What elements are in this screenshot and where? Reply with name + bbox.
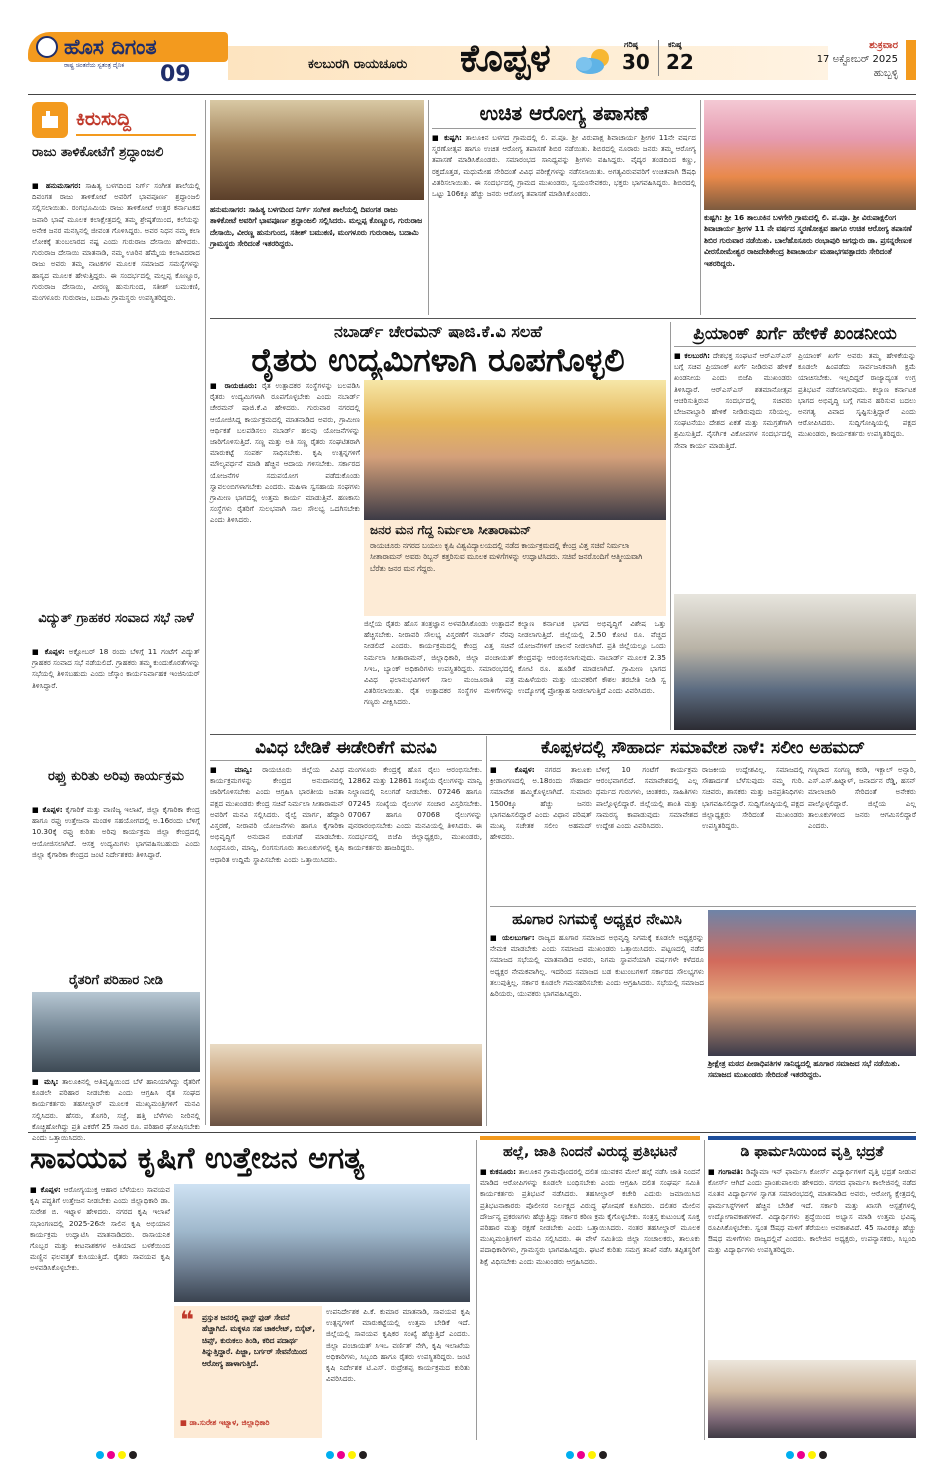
hogar-headline: ಹೂಗಾರ ನಿಗಮಕ್ಕೆ ಅಧ್ಯಕ್ಷರ ನೇಮಿಸಿ [512,910,682,928]
top-left-caption: ಹನುಮಸಾಗರ: ಸಾಹಿತ್ಯ ಬಳಗದಿಂದ ನಿರ್ಗ್ ಸಂಗೀತ ಶಾಲೆಯಲ್ಲಿ ದಿವಂಗತ ರಾಜು ತಾಳಿಕೋಟೆ ಅವರಿಗೆ ಭಾವಪೂರ್ಣ ಶ್ರದ್ಧಾಂಜಲಿ ಸಲ್ಲಿಸಿದರು. ಮಲ್ಲಪ್ಪ ಕೊಣ್ಣೂರ, ಗುರುರಾಜ ದೇಸಾಯಿ, ವೀರಣ್ಣ ಹುನುಗುಂದ, ಸತೀಶ್ ಬಮುಕಣಿ, ಮಂಗಳೂರು ಗುರುರಾಜ, ಬದಾಮಿ ಗ್ರಾಮಸ್ಥರು ಸೇರಿದಂತೆ ಇತರರಿದ್ದರು. [210,205,423,249]
reg-dot [808,1451,816,1459]
organic-photo [174,1184,470,1302]
priyank-text-col1: ದೇಶಭಕ್ತ ಸಂಘಟನೆ ಆರ್‌ಎಸ್‌ಎಸ್ ಬಗ್ಗೆ ಸಚಿವ ಪ್ರಿಯಾಂಕ್ ಖರ್ಗೆ ನೀಡಿರುವ ಹೇಳಿಕೆ ಖಂಡನೀಯ ಎಂದು ಬಿಜೆಪಿ ಮುಖಂಡರು ತಿಳಿಸಿದ್ದಾರೆ. ಆರ್‌ಎಸ್‌ಎಸ್ ಶತಮಾನೋತ್ಸವ ಆಚರಿಸುತ್ತಿರುವ ಸಂದರ್ಭದಲ್ಲಿ ಸಚಿವರು ಬೇಜವಾಬ್ದಾರಿ ಹೇಳಿಕೆ ನೀಡಿರುವುದು ಸರಿಯಲ್ಲ. ಸಂಘಟನೆಯು ದೇಶದ ಏಕತೆ ಮತ್ತು ಸಮಗ್ರತೆಗಾಗಿ ಶ್ರಮಿಸುತ್ತಿದೆ. ನೈಸರ್ಗಿಕ ವಿಕೋಪಗಳ ಸಂದರ್ಭದಲ್ಲಿ ಸೇವಾ ಕಾರ್ಯ ಮಾಡುತ್ತಿದೆ. [674,351,792,450]
pharmacy-headline: ಡಿ ಫಾರ್ಮಸಿಯಿಂದ ವೃತ್ತಿ ಭದ್ರತೆ [740,1144,884,1160]
weather-divider [658,40,659,76]
organic-body-col2: ಉಪನಿರ್ದೇಶಕ ಪಿ.ಕೆ. ಕುಮಾರ ಮಾತನಾಡಿ, ಸಾವಯವ ಕೃಷಿ ಉತ್ಪನ್ನಗಳಿಗೆ ಮಾರುಕಟ್ಟೆಯಲ್ಲಿ ಉತ್ತಮ ಬೇಡಿಕೆ ಇದೆ. ಜಿಲ್ಲೆಯಲ್ಲಿ ಸಾವಯವ ಕೃಷಿಕರ ಸಂಖ್ಯೆ ಹೆಚ್ಚುತ್ತಿದೆ ಎಂದರು. ಜಿಲ್ಲಾ ಪಂಚಾಯತ್ ಸಿಇಒ ವರ್ಣಿತ್ ನೇಗಿ, ಕೃಷಿ ಇಲಾಖೆಯ ಅಧಿಕಾರಿಗಳು, ಸಿಬ್ಬಂದಿ ಹಾಗೂ ರೈತರು ಉಪಸ್ಥಿತರಿದ್ದರು. ಜಂಟಿ ಕೃಷಿ ನಿರ್ದೇಶಕ ಟಿ.ಎಸ್. ರುದ್ರೇಶಪ್ಪ ಕಾರ್ಯಕ್ರಮದ ಕುರಿತು ವಿವರಿಸಿದರು. [326,1307,470,1384]
pharmacy-accent [708,1136,916,1140]
registration-marks [96,1444,156,1454]
memo-headline: ವಿವಿಧ ಬೇಡಿಕೆ ಈಡೇರಿಕೆಗೆ ಮನವಿ [255,738,437,758]
reg-dot [107,1451,115,1459]
memo-text-col1: ರಾಯಚೂರು ಜಿಲ್ಲೆಯ ವಿವಿಧ ಕಾರ್ಯಕ್ರಮಗಳನ್ನು ಕೇಂದ್ರದ ಅನುದಾನದಲ್ಲಿ ಜಾರಿಗೊಳಿಸಬೇಕು ಎಂದು ಆಗ್ರಹಿಸಿ ಭಾರತೀಯ ಜನತಾ ಪಕ್ಷದ ಮುಖಂಡರು ಕೇಂದ್ರ ಸಚಿವೆ ನಿರ್ಮಲಾ ಸೀತಾರಾಮನ್ ಅವರಿಗೆ ಮನವಿ ಸಲ್ಲಿಸಿದರು. ರೈಲ್ವೆ ಮಾರ್ಗ, ಹೆದ್ದಾರಿ ವಿಸ್ತರಣೆ, ನೀರಾವರಿ ಯೋಜನೆಗಳು ಹಾಗೂ ಕೈಗಾರಿಕಾ ಅಭಿವೃದ್ಧಿಗೆ ಅನುದಾನ ಬಿಡುಗಡೆ ಮಾಡಬೇಕು. ಸಿಂಧನೂರು, ಮಾನ್ವಿ, ಲಿಂಗಸುಗೂರು ತಾಲೂಕುಗಳಲ್ಲಿ ಕೃಷಿ ಆಧಾರಿತ ಉದ್ದಿಮೆ ಸ್ಥಾಪಿಸಬೇಕು ಎಂದು ಒತ್ತಾಯಿಸಿದರು. [210,765,344,864]
kirusuddi-s3-body [32,804,200,964]
kirusuddi-s3-text: ಕೈಗಾರಿಕೆ ಮತ್ತು ವಾಣಿಜ್ಯ ಇಲಾಖೆ, ಜಿಲ್ಲಾ ಕೈಗಾರಿಕಾ ಕೇಂದ್ರ ಹಾಗೂ ರಫ್ತು ಉತ್ತೇಜನಾ ಮಂಡಳಿ ಸಹಯೋಗದಲ್ಲಿ ಅ.16ರಂದು ಬೆಳಿಗ್ಗೆ 10.30ಕ್ಕೆ ರಫ್ತು ಕುರಿತು ಅರಿವು ಕಾರ್ಯಕ್ರಮ ಜಿಲ್ಲಾ ಕೇಂದ್ರದಲ್ಲಿ ಆಯೋಜಿಸಲಾಗಿದೆ. ಆಸಕ್ತ ಉದ್ಯಮಿಗಳು ಭಾಗವಹಿಸಬಹುದು ಎಂದು ಜಿಲ್ಲಾ ಕೈಗಾರಿಕಾ ಕೇಂದ್ರದ ಜಂಟಿ ನಿರ್ದೇಶಕರು ತಿಳಿಸಿದ್ದಾರೆ. [32,805,200,859]
health-text: ತಾಲೂಕಿನ ಬಳಗದ ಗ್ರಾಮದಲ್ಲಿ ಲಿ. ಪ.ಪೂ. ಶ್ರೀ ವಿರುಪಾಕ್ಷ ಶಿವಾಚಾರ್ಯ ಶ್ರೀಗಳ 11ನೇ ವರ್ಷದ ಸ್ಮರಣೋತ್ಸವ ಹಾಗೂ ಉಚಿತ ಆರೋಗ್ಯ ತಪಾಸಣೆ ಶಿಬಿರ ನಡೆಯಿತು. ಶಿಬಿರದಲ್ಲಿ ನೂರಾರು ಜನರು ತಮ್ಮ ಆರೋಗ್ಯ ತಪಾಸಣೆ ಮಾಡಿಸಿಕೊಂಡರು. ಸಮಾರಂಭದ ಸಾನಿಧ್ಯವನ್ನು ಶ್ರೀಗಳು ವಹಿಸಿದ್ದರು. ವೈದ್ಯರ ತಂಡದಿಂದ ಕಣ್ಣು, ರಕ್ತದೊತ್ತಡ, ಮಧುಮೇಹ ಸೇರಿದಂತೆ ವಿವಿಧ ಪರೀಕ್ಷೆಗಳನ್ನು ನಡೆಸಲಾಯಿತು. ಅಗತ್ಯವಿರುವವರಿಗೆ ಉಚಿತವಾಗಿ ಔಷಧಿ ವಿತರಿಸಲಾಯಿತು. ಈ ಸಂದರ್ಭದಲ್ಲಿ ಗ್ರಾಮದ ಮುಖಂಡರು, ಸ್ವಯಂಸೇವಕರು, ಭಕ್ತರು ಭಾಗವಹಿಸಿದ್ದರು. ಶಿಬಿರದಲ್ಲಿ ಒಟ್ಟು 106ಕ್ಕೂ ಹೆಚ್ಚು ಜನರು ಆರೋಗ್ಯ ತಪಾಸಣೆ ಮಾಡಿಸಿಕೊಂಡರು. [432,133,696,199]
organic-quote-box [174,1306,322,1438]
reg-dot [359,1451,367,1459]
health-headline: ಉಚಿತ ಆರೋಗ್ಯ ತಪಾಸಣೆ [479,101,649,125]
headline-rule [490,760,916,761]
registration-marks [786,1444,846,1454]
health-caption: ಕುಷ್ಟಗಿ: ಶ್ರೀ 16 ತಾಲೂಕಿನ ಬಳಗೇರಿ ಗ್ರಾಮದಲ್ಲಿ ಲಿ. ಪ.ಪೂ. ಶ್ರೀ ವಿರುಪಾಕ್ಷಲಿಂಗ ಶಿವಾಚಾರ್ಯ ಶ್ರೀಗಳ 11 ನೇ ವರ್ಷದ ಸ್ಮರಣೋತ್ಸವ ಹಾಗೂ ಉಚಿತ ಆರೋಗ್ಯ ತಪಾಸಣೆ ಶಿಬಿರ ಗುರುವಾರ ನಡೆಯಿತು. ಬಾಲೆಹೊಸೂರು ರಂಭಾಪುರಿ ಜಗದ್ಗುರು ಡಾ. ಪ್ರಸನ್ನರೇಣುಕ ವೀರಸೋಮೇಶ್ವರ ರಾಜದೇಶಿಕೇಂದ್ರ ಶಿವಾಚಾರ್ಯ ಮಹಾಭಗವತ್ಪಾದರು ಸೇರಿದಂತೆ ಇತರರಿದ್ದರು. [704,213,912,268]
hogar-body [490,932,704,1126]
weather-max-label: ಗರಿಷ್ಠ [624,40,638,49]
nabard-photo [364,380,666,520]
nabard-headline: ರೈತರು ಉದ್ಯಮಿಗಳಾಗಿ ರೂಪಗೊಳ್ಳಲಿ [251,341,625,379]
region-subtitle: ಕಲಬುರಗಿ ರಾಯಚೂರು [308,57,408,72]
pharmacy-photo [708,1360,916,1438]
kirusuddi-s1-body [32,180,200,598]
memo-body-col1 [210,764,344,1040]
reg-dot [588,1451,596,1459]
harmony-body-col4: ಗಣ್ಯರಾದ ಸಂಗಣ್ಣ ಕರಡಿ, ಇಕ್ಬಾಲ್ ಅನ್ಸಾರಿ, ಎಸ್.ಎಸ್.ಹಿಟ್ನಾಳ್, ಜನಾರ್ದನ ರೆಡ್ಡಿ, ಹಸನ್ ಮಾಲಾಚಾರಿ ಸೇರಿದಂತೆ ಅನೇಕರು ಪಾಲ್ಗೊಳ್ಳಲಿದ್ದಾರೆ. ಜಿಲ್ಲೆಯ ಎಲ್ಲ ತಾಲೂಕುಗಳಿಂದ ಜನರು ಆಗಮಿಸಲಿದ್ದಾರೆ ಎಂದರು. [808,765,916,831]
nabard-body-col1 [210,380,360,730]
kirusuddi-s4-dateline: ■ ಮಸ್ಕಿ: [32,1077,59,1086]
issue-date: 17 ಅಕ್ಟೋಬರ್ 2025 [816,54,898,65]
hogar-caption: ಶ್ರೀಕ್ಷೇತ್ರ ಮಠದ ಪೀಠಾಧಿಪತಿಗಳ ಸಾನಿಧ್ಯದಲ್ಲಿ ಹೂಗಾರ ಸಮಾಜದ ಸಭೆ ನಡೆಯಿತು. ಸಮಾಜದ ಮುಖಂಡರು ಸೇರಿದಂತೆ ಇತರರಿದ್ದರು. [708,1059,901,1080]
weather-max: 30 [622,50,650,74]
nabard-kicker: ನಬಾರ್ಡ್ ಚೇರಮನ್ ಷಾಜಿ.ಕೆ.ವಿ ಸಲಹೆ [334,322,542,341]
organic-quote-author: ■ ಡಾ.ಸುರೇಶ ಇಟ್ನಾಳ, ಜಿಲ್ಲಾಧಿಕಾರಿ [180,1418,270,1427]
headline-rule [674,346,916,347]
kirusuddi-s2-body [32,646,200,756]
organic-dateline: ■ ಕೊಪ್ಪಳ: [30,1185,61,1194]
kirusuddi-s4-headline: ರೈತರಿಗೆ ಪರಿಹಾರ ನೀಡಿ [69,973,163,988]
weather-cloud-icon [570,46,614,76]
kirusuddi-underline [76,134,196,136]
kirusuddi-s4-body [32,1076,200,1143]
registration-marks [326,1444,386,1454]
registration-marks [566,1444,626,1454]
health-body [432,132,696,312]
reg-dot [786,1451,794,1459]
masthead-accent [906,40,916,80]
halle-accent [480,1136,700,1140]
section-rule [490,906,916,907]
hogar-photo [708,910,916,1056]
section-rule [28,1132,916,1133]
pharmacy-dateline: ■ ಗಂಗಾವತಿ: [708,1167,744,1176]
nabard-photo-caption-box [364,520,666,616]
harmony-body-col3: ರಾಜಕೀಯ ಉದ್ದೇಶವಿಲ್ಲ. ಸಮಾಜದಲ್ಲಿ ಸೌಹಾರ್ದತೆ ಬೆಳೆಸುವುದು ನಮ್ಮ ಗುರಿ. ಸಚಿವರು, ಶಾಸಕರು ಮತ್ತು ಜನಪ್ರತಿನಿಧಿಗಳು ಭಾಗವಹಿಸಲಿದ್ದಾರೆ. ಸುದ್ದಿಗೋಷ್ಠಿಯಲ್ಲಿ ಪಕ್ಷದ ಜಿಲ್ಲಾಧ್ಯಕ್ಷರು ಸೇರಿದಂತೆ ಮುಖಂಡರು ಉಪಸ್ಥಿತರಿದ್ದರು. [702,765,804,831]
harmony-dateline: ■ ಕೊಪ್ಪಳ: [490,765,535,774]
weekday: ಶುಕ್ರವಾರ [869,40,898,51]
nabard-body-col2: ಜಿಲ್ಲೆಯ ರೈತರು ಹೊಸ ತಂತ್ರಜ್ಞಾನ ಅಳವಡಿಸಿಕೊಂಡು ಉತ್ಪಾದನೆ ಹೆಚ್ಚಿಸಬೇಕು. ನೀರಾವರಿ ಸೌಲಭ್ಯ ವಿಸ್ತರಣೆಗೆ ನಬಾರ್ಡ್ ನೆರವು ನೀಡಲಿದೆ ಎಂದರು. ಕಾರ್ಯಕ್ರಮದಲ್ಲಿ ಕೇಂದ್ರ ವಿತ್ತ ಸಚಿವೆ ನಿರ್ಮಲಾ ಸೀತಾರಾಮನ್, ಜಿಲ್ಲಾಧಿಕಾರಿ, ಜಿಲ್ಲಾ ಪಂಚಾಯತ್ ಸಿಇಒ, ಬ್ಯಾಂಕ್ ಅಧಿಕಾರಿಗಳು ಉಪಸ್ಥಿತರಿದ್ದರು. ಸಮಾರಂಭದಲ್ಲಿ ವಿವಿಧ ಫಲಾನುಭವಿಗಳಿಗೆ ಸಾಲ ಮಂಜೂರಾತಿ ಪತ್ರ ವಿತರಿಸಲಾಯಿತು. ರೈತ ಉತ್ಪಾದಕರ ಸಂಸ್ಥೆಗಳ ಮಳಿಗೆಗಳನ್ನು ಗಣ್ಯರು ವೀಕ್ಷಿಸಿದರು. [364,619,514,707]
kirusuddi-s1-text: ಸಾಹಿತ್ಯ ಬಳಗದಿಂದ ನಿರ್ಗ್ ಸಂಗೀತ ಶಾಲೆಯಲ್ಲಿ ದಿವಂಗತ ರಾಜು ತಾಳಿಕೋಟೆ ಅವರಿಗೆ ಭಾವಪೂರ್ಣ ಶ್ರದ್ಧಾಂಜಲಿ ಸಲ್ಲಿಸಲಾಯಿತು. ರಂಗಭೂಮಿಯ ರಾಜು ತಾಳಿಕೋಟೆ ಉತ್ತರ ಕರ್ನಾಟಕದ ಜವಾರಿ ಭಾಷೆ ಮೂಲಕ ಕಲಾಕ್ಷೇತ್ರದಲ್ಲಿ ತಮ್ಮ ಶ್ರೇಷ್ಠತೆಯಿಂದ, ಕಲೆಯನ್ನು ಅನೇಕ ಜನರ ಮನಸ್ಸಿನಲ್ಲಿ ಜೀವಂತ ಗೊಳಿಸಿದ್ದರು. ಅವರ ನಿಧನ ನಮ್ಮ ಕಲಾ ಲೋಕಕ್ಕೆ ತುಂಬಲಾರದ ನಷ್ಟ ಎಂದು ಗುರುರಾಜ ದೇಸಾಯಿ ಹೇಳಿದರು. ಗುರುರಾಜ ದೇಸಾಯಿ ಮಾತನಾಡಿ, ನಮ್ಮ ಊರಿನ ಹೆಮ್ಮೆಯ ಕಲಾವಿದರಾದ ರಾಜು ಅವರು ತಮ್ಮ ನಾಟಕಗಳ ಮೂಲಕ ಸಮಾಜದ ಸಮಸ್ಯೆಗಳನ್ನು ಹಾಸ್ಯದ ಮೂಲಕ ಹೇಳುತ್ತಿದ್ದರು. ಈ ಸಂದರ್ಭದಲ್ಲಿ ಮಲ್ಲಪ್ಪ ಕೊಣ್ಣೂರ, ಗುರುರಾಜ ದೇಸಾಯಿ, ವೀರಣ್ಣ ಹುನುಗುಂದ, ಸತೀಶ್ ಬಮುಕಣಿ, ಮಂಗಳೂರು ಗುರುರಾಜ, ಬದಾಮಿ ಗ್ರಾಮಸ್ಥರು ಉಪಸ್ಥಿತರಿದ್ದರು. [32,181,200,303]
harmony-headline: ಕೊಪ್ಪಳದಲ್ಲಿ ಸೌಹಾರ್ದ ಸಮಾವೇಶ ನಾಳೆ: ಸಲೀಂ ಅಹಮದ್ [540,738,866,758]
kirusuddi-s3-dateline: ■ ಕೊಪ್ಪಳ: [32,805,63,814]
kirusuddi-label-box [30,100,202,140]
reg-dot [129,1451,137,1459]
priyank-headline: ಪ್ರಿಯಾಂಕ್ ಖರ್ಗೆ ಹೇಳಿಕೆ ಖಂಡನೀಯ [693,324,897,344]
column-rule [428,100,429,315]
organic-quote: ಪ್ರಸ್ತುತ ಜನರಲ್ಲಿ ಫಾಸ್ಟ್ ಫುಡ್ ಸೇವನೆ ಹೆಚ್ಚಾಗಿದೆ. ಮಕ್ಕಳೂ ಸಹ ಚಾಕಲೇಟ್, ಬಿಸ್ಕೆಟ್, ಚಿಪ್ಸ್, ಕುರುಕಲು ತಿಂಡಿ, ಕರಿದ ಪದಾರ್ಥ ತಿನ್ನುತ್ತಿದ್ದಾರೆ. ಪಿಜ್ಜಾ, ಬರ್ಗರ್ ಸೇವನೆಯಿಂದ ಆರೋಗ್ಯ ಹಾಳಾಗುತ್ತಿದೆ. [202,1313,316,1368]
organic-text-col1: ಆರೋಗ್ಯಯುಕ್ತ ಆಹಾರ ಬೆಳೆಯಲು ಸಾವಯವ ಕೃಷಿ ಪದ್ಧತಿಗೆ ಉತ್ತೇಜನ ನೀಡಬೇಕು ಎಂದು ಜಿಲ್ಲಾಧಿಕಾರಿ ಡಾ. ಸುರೇಶ ಬಿ. ಇಟ್ನಾಳ ಹೇಳಿದರು. ನಗರದ ಕೃಷಿ ಇಲಾಖೆ ಸಭಾಂಗಣದಲ್ಲಿ 2025-26ನೇ ಸಾಲಿನ ಕೃಷಿ ಅಭಿಯಾನ ಕಾರ್ಯಕ್ರಮ ಉದ್ಘಾಟಿಸಿ ಮಾತನಾಡಿದರು. ರಾಸಾಯನಿಕ ಗೊಬ್ಬರ ಮತ್ತು ಕೀಟನಾಶಕಗಳ ಅತಿಯಾದ ಬಳಕೆಯಿಂದ ಮಣ್ಣಿನ ಫಲವತ್ತತೆ ಕುಸಿಯುತ್ತಿದೆ. ರೈತರು ಸಾವಯವ ಕೃಷಿ ಅಳವಡಿಸಿಕೊಳ್ಳಬೇಕು. [30,1185,170,1273]
health-dateline: ■ ಕುಷ್ಟಗಿ: [432,133,462,142]
memo-dateline: ■ ಮಾನ್ವಿ: [210,765,253,774]
kirusuddi-s2-text: ಅಕ್ಟೋಬರ್ 18 ರಂದು ಬೆಳಿಗ್ಗೆ 11 ಗಂಟೆಗೆ ವಿದ್ಯುತ್ ಗ್ರಾಹಕರ ಸಂವಾದ ಸಭೆ ನಡೆಯಲಿದೆ. ಗ್ರಾಹಕರು ತಮ್ಮ ಕುಂದುಕೊರತೆಗಳನ್ನು ಸಭೆಯಲ್ಲಿ ತಿಳಿಸಬಹುದು ಎಂದು ಜೆಸ್ಕಾಂ ಕಾರ್ಯನಿರ್ವಾಹಕ ಇಂಜಿನಿಯರ್ ತಿಳಿಸಿದ್ದಾರೆ. [32,647,200,690]
halle-dateline: ■ ಕುಕನೂರು: [480,1167,517,1176]
headline-rule [432,128,696,129]
page-number: 09 [160,62,191,87]
nabard-photo-caption-body: ರಾಯಚೂರು ನಗರದ ಬಯಲು ಕೃಷಿ ವಿಶ್ವವಿದ್ಯಾಲಯದಲ್ಲಿ ನಡೆದ ಕಾರ್ಯಕ್ರಮದಲ್ಲಿ ಕೇಂದ್ರ ವಿತ್ತ ಸಚಿವೆ ನಿರ್ಮಲಾ ಸೀತಾರಾಮನ್ ಅವರು ರಿಬ್ಬನ್ ಕತ್ತರಿಸುವ ಮೂಲಕ ಮಳಿಗೆಗಳನ್ನು ಉದ್ಘಾಟಿಸಿದರು. ಸಚಿವೆ ಜನರೊಂದಿಗೆ ಆತ್ಮೀಯವಾಗಿ ಬೆರೆತು ಜನರ ಮನ ಗೆದ್ದರು. [370,541,643,573]
kirusuddi-s3-headline: ರಫ್ತು ಕುರಿತು ಅರಿವು ಕಾರ್ಯಕ್ರಮ [48,769,184,784]
halle-text: ತಾಲೂಕಿನ ಗ್ರಾಮವೊಂದರಲ್ಲಿ ದಲಿತ ಯುವಕನ ಮೇಲೆ ಹಲ್ಲೆ ನಡೆಸಿ ಜಾತಿ ನಿಂದನೆ ಮಾಡಿದ ಆರೋಪಿಗಳನ್ನು ಕೂಡಲೇ ಬಂಧಿಸಬೇಕು ಎಂದು ಆಗ್ರಹಿಸಿ ದಲಿತ ಸಂಘರ್ಷ ಸಮಿತಿ ಕಾರ್ಯಕರ್ತರು ಪ್ರತಿಭಟನೆ ನಡೆಸಿದರು. ತಹಸೀಲ್ದಾರ್ ಕಚೇರಿ ಎದುರು ಜಮಾಯಿಸಿದ ಪ್ರತಿಭಟನಾಕಾರರು ಪೊಲೀಸರ ನಿರ್ಲಕ್ಷ್ಯದ ವಿರುದ್ಧ ಘೋಷಣೆ ಕೂಗಿದರು. ದಲಿತರ ಮೇಲಿನ ದೌರ್ಜನ್ಯ ಪ್ರಕರಣಗಳು ಹೆಚ್ಚುತ್ತಿದ್ದು ಸರ್ಕಾರ ಕಠಿಣ ಕ್ರಮ ಕೈಗೊಳ್ಳಬೇಕು. ಸಂತ್ರಸ್ತ ಕುಟುಂಬಕ್ಕೆ ಸೂಕ್ತ ಪರಿಹಾರ ಮತ್ತು ರಕ್ಷಣೆ ನೀಡಬೇಕು ಎಂದು ಒತ್ತಾಯಿಸಿದರು. ನಂತರ ತಹಸೀಲ್ದಾರ್ ಮೂಲಕ ಮುಖ್ಯಮಂತ್ರಿಗಳಿಗೆ ಮನವಿ ಸಲ್ಲಿಸಿದರು. ಈ ವೇಳೆ ಸಮಿತಿಯ ಜಿಲ್ಲಾ ಸಂಚಾಲಕರು, ತಾಲೂಕು ಪದಾಧಿಕಾರಿಗಳು, ಗ್ರಾಮಸ್ಥರು ಭಾಗವಹಿಸಿದ್ದರು. ಘಟನೆ ಕುರಿತು ಸಮಗ್ರ ತನಿಖೆ ನಡೆಸಿ ತಪ್ಪಿತಸ್ಥರಿಗೆ ಶಿಕ್ಷೆ ವಿಧಿಸಬೇಕು ಎಂದು ಮುಖಂಡರು ಆಗ್ರಹಿಸಿದರು. [480,1167,700,1266]
masthead [0,0,945,95]
section-rule [210,734,916,735]
top-left-photo [210,100,424,200]
column-rule [486,736,487,1126]
harmony-body-col2: ಬೆಳಿಗ್ಗೆ 10 ಗಂಟೆಗೆ ಕಾರ್ಯಕ್ರಮ ಆರಂಭವಾಗಲಿದೆ. ಸಮಾವೇಶದಲ್ಲಿ ಎಲ್ಲ ಧರ್ಮದ ಗುರುಗಳು, ಚಿಂತಕರು, ಸಾಹಿತಿಗಳು ಪಾಲ್ಗೊಳ್ಳಲಿದ್ದಾರೆ. ಜಿಲ್ಲೆಯಲ್ಲಿ ಶಾಂತಿ ಮತ್ತು ಸಾಮರಸ್ಯ ಕಾಪಾಡುವುದು ಸಮಾವೇಶದ ಉದ್ದೇಶ ಎಂದು ವಿವರಿಸಿದರು. [596,765,698,831]
organic-headline: ಸಾವಯವ ಕೃಷಿಗೆ ಉತ್ತೇಜನ ಅಗತ್ಯ [30,1141,365,1176]
kirusuddi-label: ಕಿರುಸುದ್ದಿ [76,108,132,130]
reg-dot [819,1451,827,1459]
masthead-rule [28,94,916,95]
brand-tagline: ರಾಷ್ಟ್ರ ಚಿಂತನೆಯ ಸ್ವತಂತ್ರ ದೈನಿಕ [64,62,125,69]
edition-name: ಹುಬ್ಬಳ್ಳಿ [873,68,898,79]
column-rule [205,100,206,1125]
quote-icon: ❝ [180,1306,195,1334]
nabard-photo-caption-title: ಜನರ ಮನ ಗೆದ್ದ ನಿರ್ಮಲಾ ಸೀತಾರಾಮನ್ [370,523,531,537]
priyank-dateline: ■ ಕಲಬುರಗಿ: [674,351,711,360]
section-rule [210,318,916,319]
priyank-body-col1 [674,350,792,590]
kirusuddi-s1-dateline: ■ ಹನುಮಸಾಗರ: [32,181,81,190]
kirusuddi-hand-icon [32,102,68,138]
harmony-text-col1: ನಗರದ ತಾಲೂಕು ಕ್ರೀಡಾಂಗಣದಲ್ಲಿ ಅ.18ರಂದು ಸೌಹಾರ್ದ ಸಮಾವೇಶ ಹಮ್ಮಿಕೊಳ್ಳಲಾಗಿದೆ. ಸುಮಾರು 1500ಕ್ಕೂ ಹೆಚ್ಚು ಜನರು ಭಾಗವಹಿಸಲಿದ್ದಾರೆ ಎಂದು ವಿಧಾನ ಪರಿಷತ್ ಮುಖ್ಯ ಸಚೇತಕ ಸಲೀಂ ಅಹಮದ್ ಹೇಳಿದರು. [490,765,592,842]
headline-rule [210,760,482,761]
weather-min-label: ಕನಿಷ್ಠ [668,40,682,49]
hogar-text: ರಾಜ್ಯದ ಹೂಗಾರ ಸಮಾಜದ ಅಭಿವೃದ್ಧಿ ನಿಗಮಕ್ಕೆ ಕೂಡಲೇ ಅಧ್ಯಕ್ಷರನ್ನು ನೇಮಕ ಮಾಡಬೇಕು ಎಂದು ಸಮಾಜದ ಮುಖಂಡರು ಒತ್ತಾಯಿಸಿದರು. ಪಟ್ಟಣದಲ್ಲಿ ನಡೆದ ಸಮಾಜದ ಸಭೆಯಲ್ಲಿ ಮಾತನಾಡಿದ ಅವರು, ನಿಗಮ ಸ್ಥಾಪನೆಯಾಗಿ ವರ್ಷಗಳೇ ಕಳೆದರೂ ಅಧ್ಯಕ್ಷರ ನೇಮಕವಾಗಿಲ್ಲ. ಇದರಿಂದ ಸಮಾಜದ ಬಡ ಕುಟುಂಬಗಳಿಗೆ ಸರ್ಕಾರದ ಸೌಲಭ್ಯಗಳು ತಲುಪುತ್ತಿಲ್ಲ. ಸರ್ಕಾರ ಕೂಡಲೇ ಗಮನಹರಿಸಬೇಕು ಎಂದು ಆಗ್ರಹಿಸಿದರು. ಸಭೆಯಲ್ಲಿ ಸಮಾಜದ ಹಿರಿಯರು, ಯುವಕರು ಭಾಗವಹಿಸಿದ್ದರು. [490,933,704,999]
reg-dot [96,1451,104,1459]
kirusuddi-s2-dateline: ■ ಕೊಪ್ಪಳ: [32,647,65,656]
kirusuddi-s4-photo [32,992,200,1072]
nabard-body-bottom: ಕಲ್ಯಾಣ ಕರ್ನಾಟಕ ಭಾಗದ ಅಭಿವೃದ್ಧಿಗೆ ವಿಶೇಷ ಒತ್ತು ನೀಡಲಾಗುತ್ತಿದೆ. ಜಿಲ್ಲೆಯಲ್ಲಿ 2.50 ಕೋಟಿ ರೂ. ವೆಚ್ಚದ ಯೋಜನೆಗಳಿಗೆ ಚಾಲನೆ ನೀಡಲಾಗಿದೆ. ಪ್ರತಿ ಜಿಲ್ಲೆಯಲ್ಲೂ ಒಂದು ಕೇಂದ್ರವನ್ನು ಆರಂಭಿಸಲಾಗುವುದು. ನಾಬಾರ್ಡ್ ಮೂಲಕ 2.35 ಕೋಟಿ ರೂ. ಹೂಡಿಕೆ ಮಾಡಲಾಗಿದೆ. ಗ್ರಾಮೀಣ ಭಾಗದ ಮಹಿಳೆಯರು ಮತ್ತು ಯುವಕರಿಗೆ ಕೌಶಲ ತರಬೇತಿ ನೀಡಿ ಸ್ವ ಉದ್ಯೋಗಕ್ಕೆ ಪ್ರೋತ್ಸಾಹ ನೀಡಲಾಗುತ್ತಿದೆ ಎಂದು ವಿವರಿಸಿದರು. [518,619,666,696]
pharmacy-body [708,1166,916,1356]
reg-dot [566,1451,574,1459]
reg-dot [326,1451,334,1459]
health-photo [704,100,916,210]
brand-emblem-icon [36,36,58,58]
reg-dot [348,1451,356,1459]
organic-body-col1 [30,1184,170,1438]
memo-photo [210,1044,482,1126]
nabard-dateline: ■ ರಾಯಚೂರು: [210,381,258,390]
kirusuddi-s1-headline: ರಾಜು ತಾಳಿಕೋಟೆಗೆ ಶ್ರದ್ಧಾಂಜಲಿ [32,145,164,160]
column-rule [700,100,701,315]
priyank-body-col2: ಪ್ರಿಯಾಂಕ್ ಖರ್ಗೆ ಅವರು ತಮ್ಮ ಹೇಳಿಕೆಯನ್ನು ಕೂಡಲೇ ಹಿಂಪಡೆದು ಸಾರ್ವಜನಿಕವಾಗಿ ಕ್ಷಮೆ ಯಾಚಿಸಬೇಕು. ಇಲ್ಲದಿದ್ದರೆ ರಾಜ್ಯಾದ್ಯಂತ ಉಗ್ರ ಪ್ರತಿಭಟನೆ ನಡೆಸಲಾಗುವುದು. ಕಲ್ಯಾಣ ಕರ್ನಾಟಕ ಭಾಗದ ಅಭಿವೃದ್ಧಿ ಬಗ್ಗೆ ಗಮನ ಹರಿಸುವ ಬದಲು ಅನಗತ್ಯ ವಿವಾದ ಸೃಷ್ಟಿಸುತ್ತಿದ್ದಾರೆ ಎಂದು ಆರೋಪಿಸಿದರು. ಸುದ್ದಿಗೋಷ್ಠಿಯಲ್ಲಿ ಪಕ್ಷದ ಮುಖಂಡರು, ಕಾರ್ಯಕರ್ತರು ಉಪಸ್ಥಿತರಿದ್ದರು. [798,351,916,439]
brand-logo-block [28,32,228,92]
region-title: ಕೊಪ್ಪಳ [460,36,551,80]
brand-name: ಹೊಸ ದಿಗಂತ [64,35,157,59]
halle-headline: ಹಲ್ಲೆ, ಜಾತಿ ನಿಂದನೆ ವಿರುದ್ಧ ಪ್ರತಿಭಟನೆ [502,1144,678,1160]
harmony-body-col1 [490,764,592,902]
pharmacy-text: ಡಿಪ್ಲೊಮಾ ಇನ್ ಫಾರ್ಮಸಿ ಕೋರ್ಸ್ ವಿದ್ಯಾರ್ಥಿಗಳಿಗೆ ವೃತ್ತಿ ಭದ್ರತೆ ನೀಡುವ ಕೋರ್ಸ್ ಆಗಿದೆ ಎಂದು ಪ್ರಾಂಶುಪಾಲರು ಹೇಳಿದರು. ನಗರದ ಫಾರ್ಮಸಿ ಕಾಲೇಜಿನಲ್ಲಿ ನಡೆದ ನೂತನ ವಿದ್ಯಾರ್ಥಿಗಳ ಸ್ವಾಗತ ಸಮಾರಂಭದಲ್ಲಿ ಮಾತನಾಡಿದ ಅವರು, ಆರೋಗ್ಯ ಕ್ಷೇತ್ರದಲ್ಲಿ ಫಾರ್ಮಸಿಸ್ಟ್‌ಗಳಿಗೆ ಹೆಚ್ಚಿನ ಬೇಡಿಕೆ ಇದೆ. ಸರ್ಕಾರಿ ಮತ್ತು ಖಾಸಗಿ ಆಸ್ಪತ್ರೆಗಳಲ್ಲಿ ಉದ್ಯೋಗಾವಕಾಶಗಳಿವೆ. ವಿದ್ಯಾರ್ಥಿಗಳು ಶ್ರದ್ಧೆಯಿಂದ ಅಭ್ಯಾಸ ಮಾಡಿ ಉತ್ತಮ ಭವಿಷ್ಯ ರೂಪಿಸಿಕೊಳ್ಳಬೇಕು. ಸ್ವಂತ ಔಷಧ ಮಳಿಗೆ ತೆರೆಯಲು ಅವಕಾಶವಿದೆ. 45 ಸಾವಿರಕ್ಕೂ ಹೆಚ್ಚು ಔಷಧ ಮಳಿಗೆಗಳು ರಾಜ್ಯದಲ್ಲಿವೆ ಎಂದರು. ಕಾಲೇಜಿನ ಅಧ್ಯಕ್ಷರು, ಉಪನ್ಯಾಸಕರು, ಸಿಬ್ಬಂದಿ ಮತ್ತು ವಿದ್ಯಾರ್ಥಿಗಳು ಉಪಸ್ಥಿತರಿದ್ದರು. [708,1167,916,1255]
halle-body [480,1166,700,1438]
reg-dot [599,1451,607,1459]
column-rule [670,322,671,730]
weather-min: 22 [666,50,694,74]
reg-dot [118,1451,126,1459]
column-rule [704,1140,705,1440]
kirusuddi-s2-headline: ವಿದ್ಯುತ್ ಗ್ರಾಹಕರ ಸಂವಾದ ಸಭೆ ನಾಳೆ [38,611,194,626]
priyank-photo [674,594,916,730]
nabard-text-col1: ರೈತ ಉತ್ಪಾದಕರ ಸಂಸ್ಥೆಗಳನ್ನು ಬಲಪಡಿಸಿ ರೈತರು ಉದ್ಯಮಿಗಳಾಗಿ ರೂಪಗೊಳ್ಳಬೇಕು ಎಂದು ನಬಾರ್ಡ್ ಚೇರಮನ್ ಷಾಜಿ.ಕೆ.ವಿ ಹೇಳಿದರು. ಗುರುವಾರ ನಗರದಲ್ಲಿ ಆಯೋಜಿಸಿದ್ದ ಕಾರ್ಯಕ್ರಮದಲ್ಲಿ ಮಾತನಾಡಿದ ಅವರು, ಗ್ರಾಮೀಣ ಆರ್ಥಿಕತೆ ಬಲಪಡಿಸಲು ನಬಾರ್ಡ್ ಹಲವು ಯೋಜನೆಗಳನ್ನು ಜಾರಿಗೊಳಿಸುತ್ತಿದೆ. ಸಣ್ಣ ಮತ್ತು ಅತಿ ಸಣ್ಣ ರೈತರು ಸಂಘಟಿತರಾಗಿ ಮಾರುಕಟ್ಟೆ ಸಂಪರ್ಕ ಸಾಧಿಸಬೇಕು. ಕೃಷಿ ಉತ್ಪನ್ನಗಳಿಗೆ ಮೌಲ್ಯವರ್ಧನೆ ಮಾಡಿ ಹೆಚ್ಚಿನ ಆದಾಯ ಗಳಿಸಬೇಕು. ಸರ್ಕಾರದ ಯೋಜನೆಗಳ ಸದುಪಯೋಗ ಪಡೆದುಕೊಂಡು ಸ್ವಾವಲಂಬಿಗಳಾಗಬೇಕು ಎಂದರು. ಮಹಿಳಾ ಸ್ವಸಹಾಯ ಸಂಘಗಳು ಗ್ರಾಮೀಣ ಭಾಗದಲ್ಲಿ ಉತ್ತಮ ಕಾರ್ಯ ಮಾಡುತ್ತಿವೆ. ಹಣಕಾಸು ಸಂಸ್ಥೆಗಳು ರೈತರಿಗೆ ಸುಲಭವಾಗಿ ಸಾಲ ಸೌಲಭ್ಯ ಒದಗಿಸಬೇಕು ಎಂದು ತಿಳಿಸಿದರು. [210,381,360,525]
column-rule [476,1140,477,1440]
kirusuddi-s4-text: ತಾಲೂಕಿನಲ್ಲಿ ಅತಿವೃಷ್ಟಿಯಿಂದ ಬೆಳೆ ಹಾನಿಯಾಗಿದ್ದು ರೈತರಿಗೆ ಕೂಡಲೇ ಪರಿಹಾರ ನೀಡಬೇಕು ಎಂದು ಆಗ್ರಹಿಸಿ ರೈತ ಸಂಘದ ಕಾರ್ಯಕರ್ತರು ತಹಸೀಲ್ದಾರ್ ಮೂಲಕ ಮುಖ್ಯಮಂತ್ರಿಗಳಿಗೆ ಮನವಿ ಸಲ್ಲಿಸಿದರು. ಹೆಸರು, ತೊಗರಿ, ಸಜ್ಜೆ, ಹತ್ತಿ ಬೆಳೆಗಳು ನೀರಿನಲ್ಲಿ ಕೊಚ್ಚಿಹೋಗಿದ್ದು ಪ್ರತಿ ಎಕರೆಗೆ 25 ಸಾವಿರ ರೂ. ಪರಿಹಾರ ಘೋಷಿಸಬೇಕು ಎಂದು ಒತ್ತಾಯಿಸಿದರು. [32,1077,200,1143]
reg-dot [797,1451,805,1459]
reg-dot [337,1451,345,1459]
memo-body-col2: ಮಂಗಳೂರು ಕೇಂದ್ರಕ್ಕೆ ಹೊಸ ರೈಲು ಆರಂಭಿಸಬೇಕು. 12862 ಮತ್ತು 12861 ಸಂಖ್ಯೆಯ ರೈಲುಗಳನ್ನು ಮಾನ್ವಿ ನಿಲ್ದಾಣದಲ್ಲಿ ನಿಲುಗಡೆ ನೀಡಬೇಕು. 07246 ಹಾಗೂ 07245 ಸಂಖ್ಯೆಯ ರೈಲುಗಳ ಸಂಚಾರ ವಿಸ್ತರಿಸಬೇಕು. 07067 ಹಾಗೂ 07068 ರೈಲುಗಳನ್ನು ಪುನರಾರಂಭಿಸಬೇಕು ಎಂದು ಮನವಿಯಲ್ಲಿ ತಿಳಿಸಿದರು. ಈ ಸಂದರ್ಭದಲ್ಲಿ ಬಿಜೆಪಿ ಜಿಲ್ಲಾಧ್ಯಕ್ಷರು, ಮುಖಂಡರು, ಕಾರ್ಯಕರ್ತರು ಹಾಜರಿದ್ದರು. [348,765,482,853]
hogar-dateline: ■ ಯಲಬುರ್ಗಾ: [490,933,535,942]
reg-dot [577,1451,585,1459]
